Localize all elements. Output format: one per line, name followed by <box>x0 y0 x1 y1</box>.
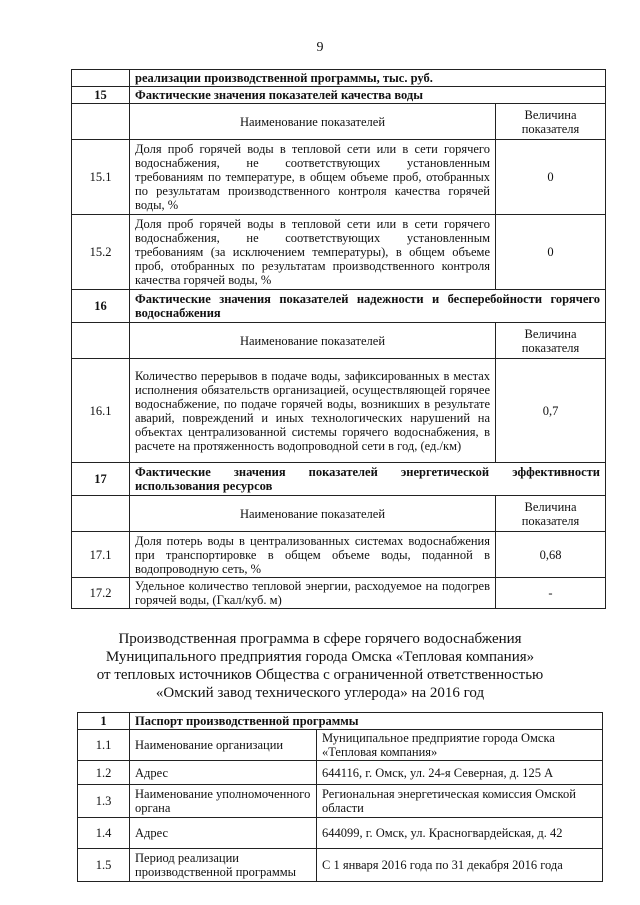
row-number: 15.1 <box>72 140 130 215</box>
row-label: Адрес <box>130 761 317 785</box>
row-label: Период реализации производственной программы <box>130 849 317 882</box>
passport-table <box>77 712 603 882</box>
section-header-row <box>72 463 606 496</box>
table-row <box>72 140 606 215</box>
column-header-row <box>72 104 606 140</box>
row-number-cell <box>72 70 130 87</box>
row-number: 17.1 <box>72 532 130 578</box>
title-line: Производственная программа в сфере горячего водоснабжения <box>118 631 522 647</box>
row-text: Удельное количество тепловой энергии, расходуемое на подогрев горячей воды, (Гкал/куб. м) <box>130 578 496 609</box>
row-text: Доля проб горячей воды в тепловой сети или в сети горячего водоснабжения, не соответствующих установленным требованиям (за исключением температуры), в общем объеме проб, отобранных по результатам производственного контроля качества горячей воды, % <box>130 215 496 290</box>
table-row <box>78 761 603 785</box>
table-row <box>78 849 603 882</box>
row-value: С 1 января 2016 года по 31 декабря 2016 года <box>317 849 603 882</box>
section-heading: Фактические значения показателей качества воды <box>130 87 606 104</box>
row-number: 15.2 <box>72 215 130 290</box>
row-text: Доля проб горячей воды в тепловой сети или в сети горячего водоснабжения, не соответствующих установленным требованиям по температуре, в общем объеме проб, отобранных по результатам производственного контроля качества горячей воды, % <box>130 140 496 215</box>
row-number: 1.1 <box>78 730 130 761</box>
row-number: 16.1 <box>72 359 130 463</box>
row-label: Наименование организации <box>130 730 317 761</box>
row-number: 1.2 <box>78 761 130 785</box>
program-title <box>0 630 640 702</box>
column-header-name: Наименование показателей <box>130 496 496 532</box>
section-header-row <box>72 290 606 323</box>
indicators-table <box>71 69 606 609</box>
row-value: 644116, г. Омск, ул. 24-я Северная, д. 125 А <box>317 761 603 785</box>
section-heading: Фактические значения показателей надежности и бесперебойности горячего водоснабжения <box>130 290 606 323</box>
table-row <box>78 785 603 818</box>
column-header-name: Наименование показателей <box>130 323 496 359</box>
column-header-name: Наименование показателей <box>130 104 496 140</box>
column-header-value: Величина показателя <box>496 323 606 359</box>
column-header-value: Величина показателя <box>496 496 606 532</box>
row-text: Доля потерь воды в централизованных системах водоснабжения при транспортировке в общем объеме воды, поданной в водопроводную сеть, % <box>130 532 496 578</box>
page-number: 9 <box>316 40 324 55</box>
row-number: 1.5 <box>78 849 130 882</box>
row-number: 1.4 <box>78 818 130 849</box>
table-row <box>78 818 603 849</box>
row-value: 0 <box>496 140 606 215</box>
continuation-text: реализации производственной программы, тыс. руб. <box>130 70 606 87</box>
column-header-row <box>72 496 606 532</box>
row-value: 0,68 <box>496 532 606 578</box>
row-value: Муниципальное предприятие города Омска «Тепловая компания» <box>317 730 603 761</box>
column-header-row <box>72 323 606 359</box>
row-value: Региональная энергетическая комиссия Омской области <box>317 785 603 818</box>
column-header-value: Величина показателя <box>496 104 606 140</box>
row-value: - <box>496 578 606 609</box>
section-heading: Фактические значения показателей энергетической эффективности использования ресурсов <box>130 463 606 496</box>
section-number: 1 <box>78 713 130 730</box>
row-label: Наименование уполномоченного органа <box>130 785 317 818</box>
table-row <box>72 215 606 290</box>
section-number: 16 <box>72 290 130 323</box>
row-value: 0 <box>496 215 606 290</box>
section-header-row <box>78 713 603 730</box>
table-row <box>72 359 606 463</box>
section-number: 15 <box>72 87 130 104</box>
row-text: Количество перерывов в подаче воды, зафиксированных в местах исполнения обязательств организацией, осуществляющей горячее водоснабжение, по подаче горячей воды, возникших в результате аварий, повреждений и иных технологических нарушений на объектах централизованной системы горячего водоснабжения, в расчете на протяженность водопроводной сети в год, (ед./км) <box>130 359 496 463</box>
table-row <box>78 730 603 761</box>
table-row <box>72 70 606 87</box>
row-label: Адрес <box>130 818 317 849</box>
title-line: «Омский завод технического углерода» на 2016 год <box>155 685 485 701</box>
table-row <box>72 578 606 609</box>
row-value: 644099, г. Омск, ул. Красногвардейская, д. 42 <box>317 818 603 849</box>
row-value: 0,7 <box>496 359 606 463</box>
table-row <box>72 532 606 578</box>
title-line: Муниципального предприятия города Омска «Тепловая компания» <box>105 649 535 665</box>
section-number: 17 <box>72 463 130 496</box>
row-number: 17.2 <box>72 578 130 609</box>
section-header-row <box>72 87 606 104</box>
title-line: от тепловых источников Общества с ограниченной ответственностью <box>96 667 544 683</box>
section-heading: Паспорт производственной программы <box>130 713 603 730</box>
row-number: 1.3 <box>78 785 130 818</box>
